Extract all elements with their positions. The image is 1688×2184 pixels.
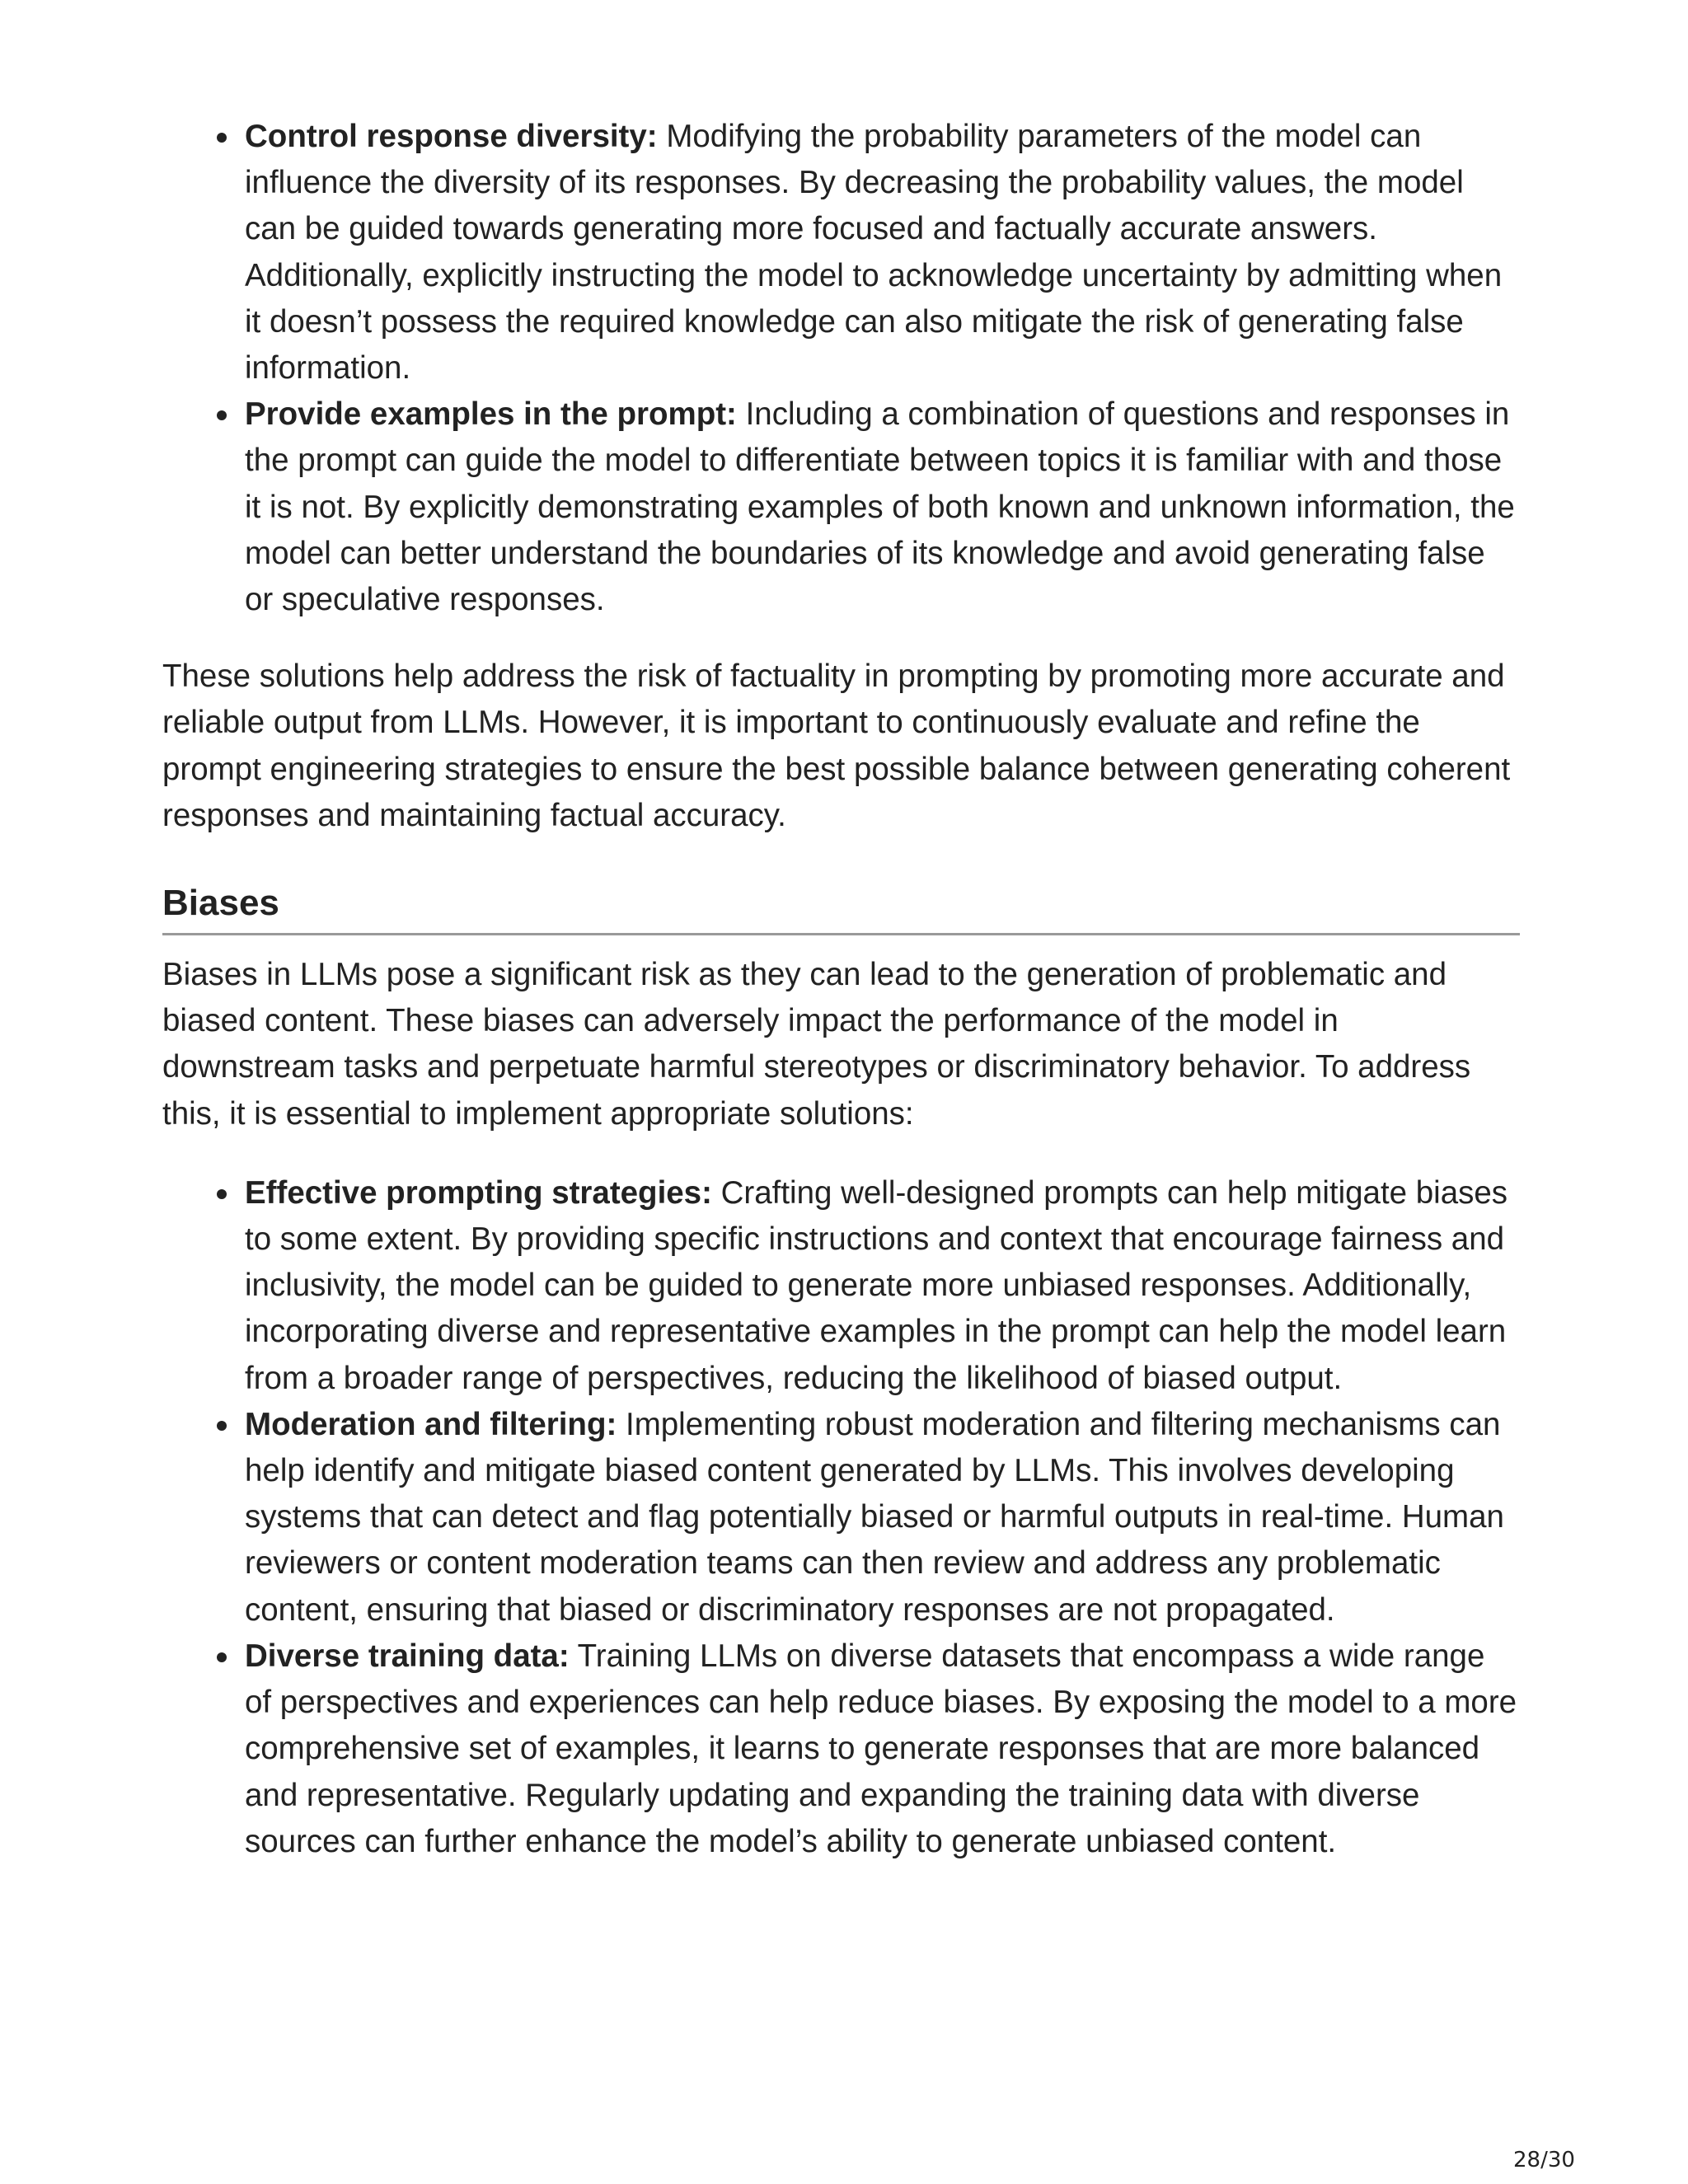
list-item-term: Provide examples in the prompt: [245, 396, 737, 433]
list-item [245, 391, 1520, 623]
section-divider [162, 933, 1520, 935]
list-item [245, 1633, 1520, 1865]
bullet-icon [217, 1421, 227, 1431]
section-heading-biases: Biases [162, 883, 279, 924]
list-item-text: Including a combination of questions and responses in the prompt can guide the model to differentiate between topics it is familiar with and those it is not. By explicitly demonstrating examples of both known and unknown information, the model can better understand the boundaries of its knowledge and avoid generating false or speculative responses. [245, 396, 1515, 618]
document-page [162, 114, 1520, 1865]
list-item-term: Control response diversity: [245, 119, 658, 154]
list-item-text: Training LLMs on diverse datasets that encompass a wide range of perspectives and experiences can help reduce biases. By exposing the model to a more comprehensive set of examples, it learns to generate responses that are more balanced and representative. Regularly updating and expanding the training data with diverse sources can further enhance the model’s ability to generate unbiased content. [245, 1638, 1517, 1859]
list-item-text: Crafting well-designed prompts can help mitigate biases to some extent. By providing specific instructions and context that encourage fairness and inclusivity, the model can be guided to generate more unbiased responses. Additionally, incorporating diverse and representative examples in the prompt can help the model learn from a broader range of perspectives, reducing the likelihood of biased output. [245, 1174, 1508, 1396]
list-item [245, 1402, 1520, 1633]
list-item-term: Moderation and filtering: [245, 1406, 617, 1442]
list-item [245, 114, 1520, 391]
biases-intro-paragraph: Biases in LLMs pose a significant risk as they can lead to the generation of problematic and biased content. These biases can adversely impact the performance of the model in downstream tasks and perpetuate harmful stereotypes or discriminatory behavior. To address this, it is essential to implement appropriate solutions: [162, 957, 1471, 1132]
bullet-icon [217, 1652, 227, 1662]
bullet-icon [217, 410, 227, 420]
list-item [245, 1170, 1520, 1402]
page-number: 28/30 [1513, 2148, 1575, 2172]
list-item-term: Effective prompting strategies: [245, 1174, 712, 1211]
bullet-icon [217, 133, 227, 143]
list-item-term: Diverse training data: [245, 1638, 570, 1674]
biases-solutions-list [162, 1170, 1520, 1865]
list-item-text: Modifying the probability parameters of the model can influence the diversity of its responses. By decreasing the probability values, the model can be guided towards generating more focused and factually accurate answers. Additionally, explicitly instructing the model to acknowledge uncertainty by admitting when it doesn’t possess the required knowledge can also mitigate the risk of generating false information. [245, 119, 1503, 387]
summary-paragraph: These solutions help address the risk of factuality in prompting by promoting more accurate and reliable output from LLMs. However, it is important to continuously evaluate and refine the prompt engineering strategies to ensure the best possible balance between generating coherent responses and maintaining factual accuracy. [162, 658, 1511, 833]
factuality-solutions-list [162, 114, 1520, 623]
list-item-text: Implementing robust moderation and filtering mechanisms can help identify and mitigate biased content generated by LLMs. This involves developing systems that can detect and flag potentially biased or harmful outputs in real-time. Human reviewers or content moderation teams can then review and address any problematic content, ensuring that biased or discriminatory responses are not propagated. [245, 1406, 1504, 1628]
bullet-icon [217, 1189, 227, 1199]
